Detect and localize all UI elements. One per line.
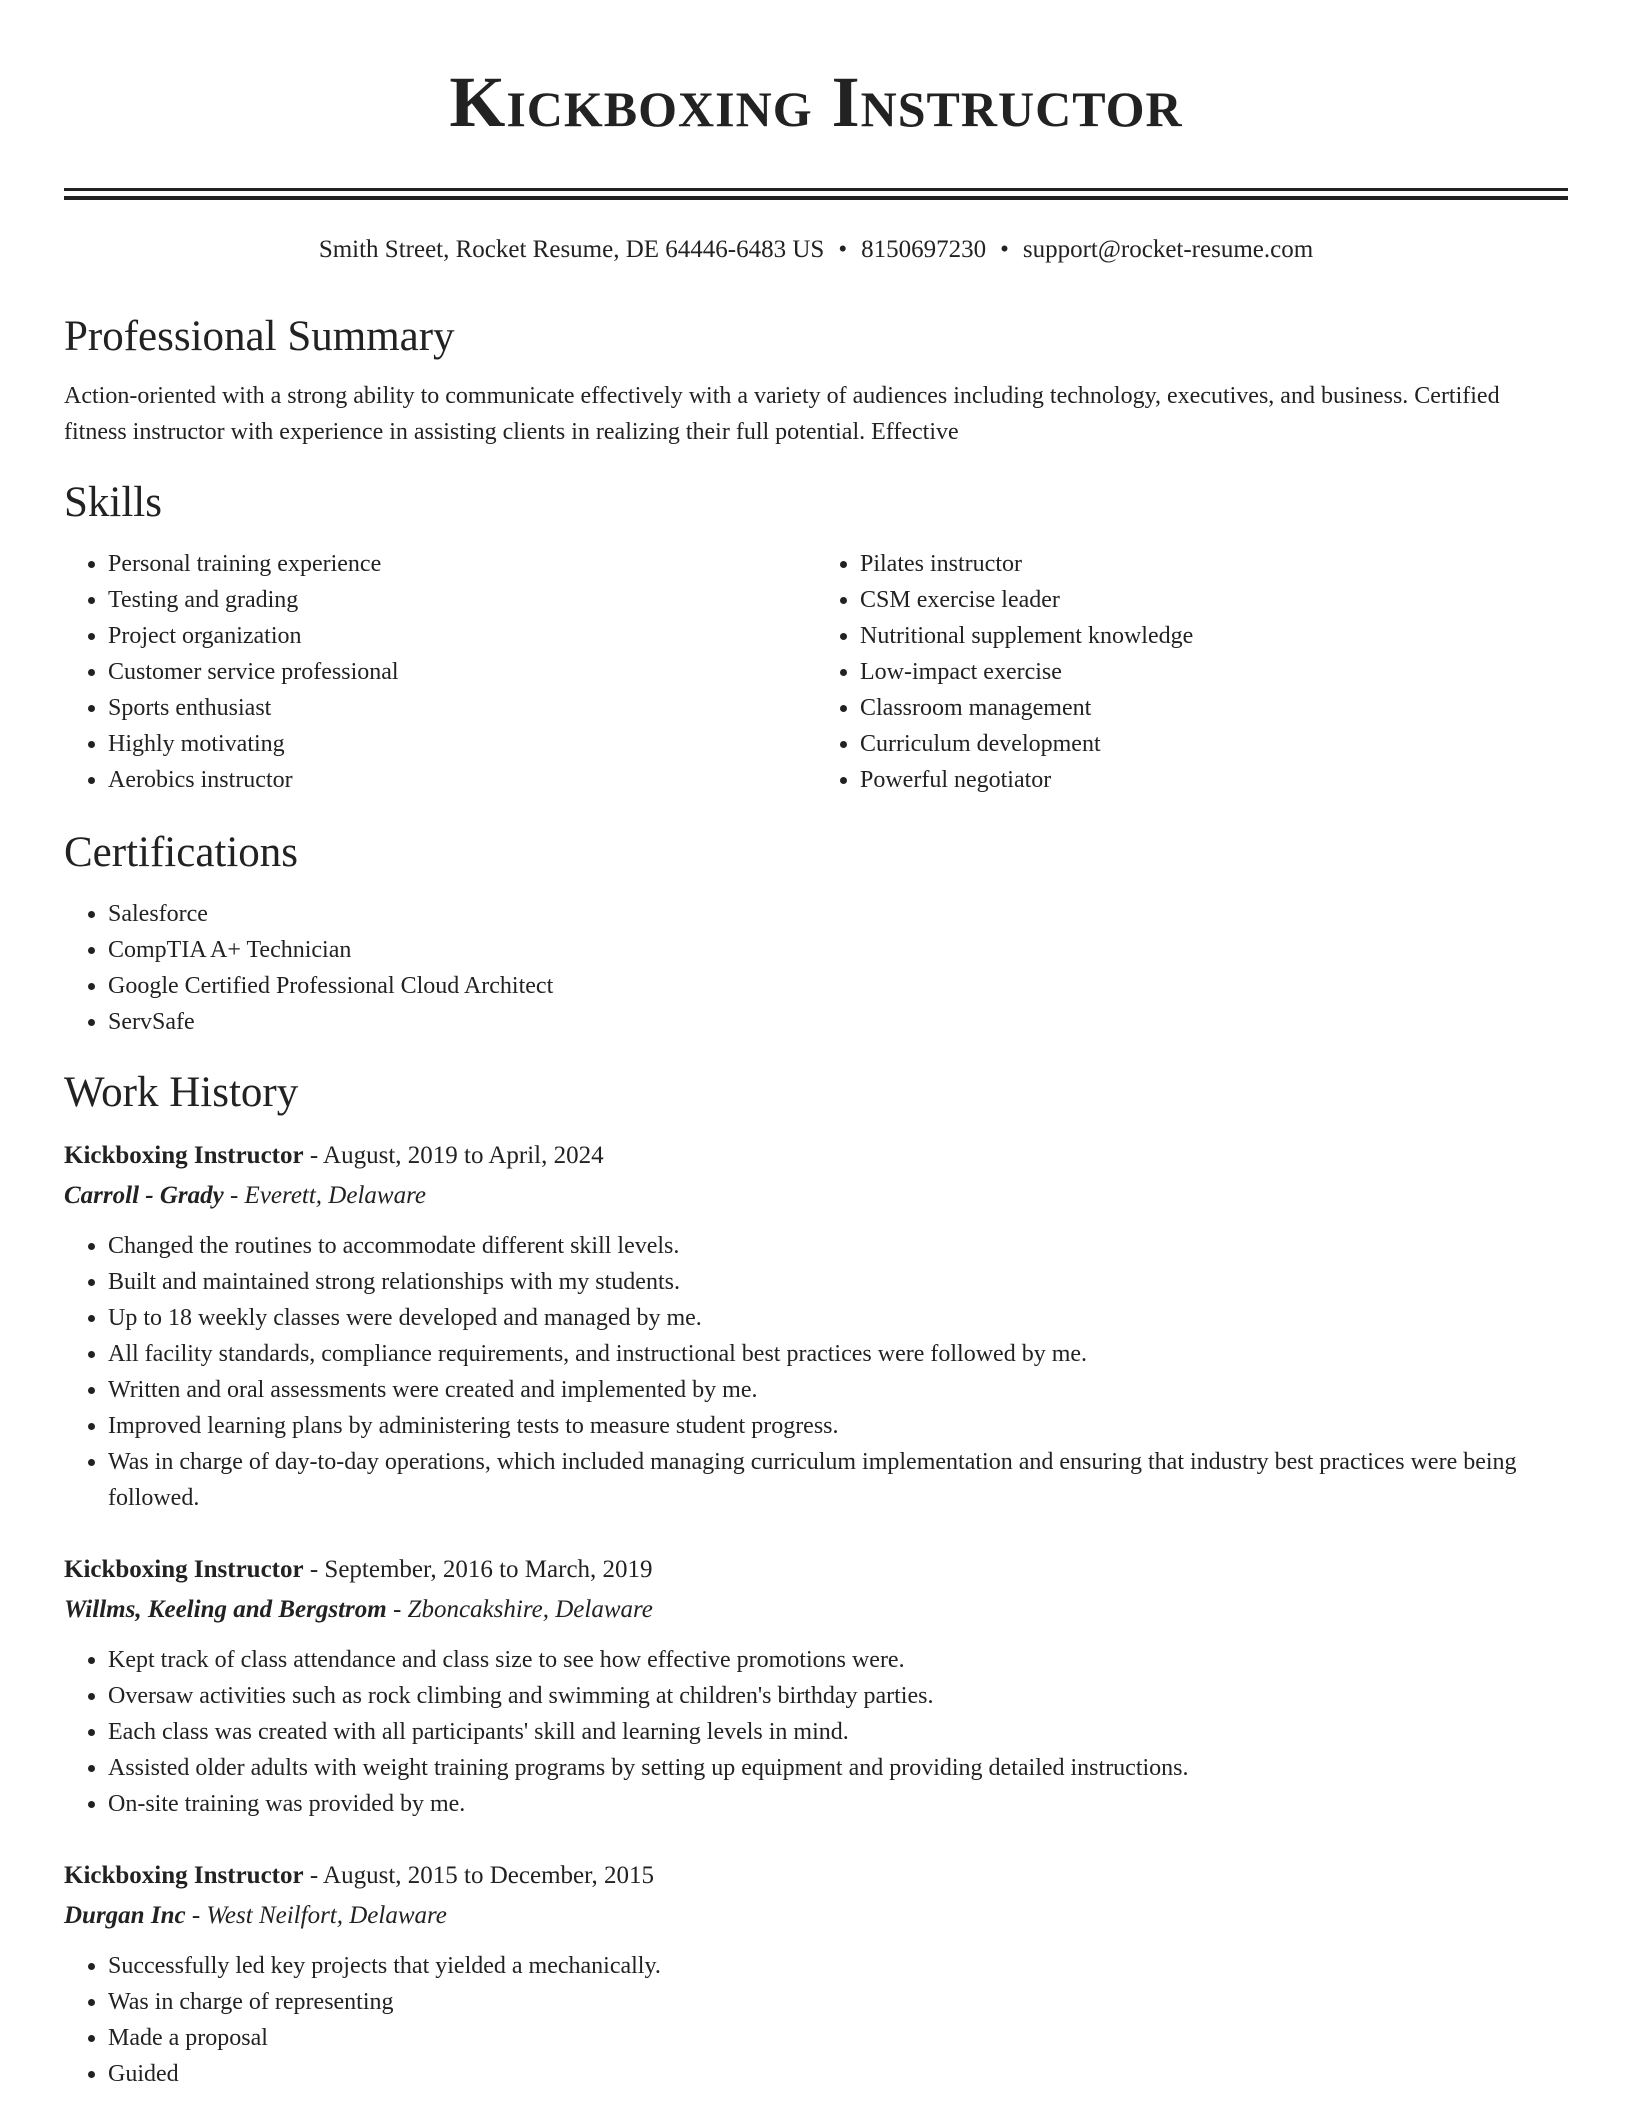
job-bullets	[64, 1228, 1568, 1516]
skill-item: • Sports enthusiast	[108, 690, 816, 726]
skill-item: • Curriculum development	[860, 726, 1568, 762]
skill-item: • Low-impact exercise	[860, 654, 1568, 690]
job-dates: - September, 2016 to March, 2019	[303, 1556, 653, 1583]
skill-item: • Pilates instructor	[860, 546, 1568, 582]
job-bullet: • Written and oral assessments were created and implemented by me.	[108, 1372, 1568, 1408]
job-company: Carroll - Grady	[64, 1182, 224, 1209]
job-employer	[64, 1896, 1568, 1936]
job-bullet: • Kept track of class attendance and class size to see how effective promotions were.	[108, 1642, 1568, 1678]
job-bullet: • Made a proposal	[108, 2020, 1568, 2056]
job-dates: - August, 2019 to April, 2024	[303, 1142, 604, 1169]
job-bullets	[64, 1948, 1568, 2092]
job-employer	[64, 1590, 1568, 1630]
skill-item: • Testing and grading	[108, 582, 816, 618]
skill-item: • Highly motivating	[108, 726, 816, 762]
skill-item: • Personal training experience	[108, 546, 816, 582]
job-bullet: • Built and maintained strong relationships with my students.	[108, 1264, 1568, 1300]
job-location: - Everett, Delaware	[223, 1182, 426, 1209]
certifications-heading: Certifications	[64, 829, 299, 876]
skill-item: • Project organization	[108, 618, 816, 654]
work-history-heading: Work History	[64, 1069, 299, 1116]
job-header	[64, 1136, 1568, 1176]
job-bullet: • Was in charge of representing	[108, 1984, 1568, 2020]
certification-item: • CompTIA A+ Technician	[108, 932, 1568, 968]
job-bullets	[64, 1642, 1568, 1822]
job-bullet: • Up to 18 weekly classes were developed and managed by me.	[108, 1300, 1568, 1336]
job-bullet: • Assisted older adults with weight training programs by setting up equipment and providing detailed instructions.	[108, 1750, 1568, 1786]
job-bullet: • Successfully led key projects that yielded a mechanically.	[108, 1948, 1568, 1984]
job-bullet: • Guided	[108, 2056, 1568, 2092]
job-bullet: • On-site training was provided by me.	[108, 1786, 1568, 1822]
skill-item: • Classroom management	[860, 690, 1568, 726]
job-bullet: • Improved learning plans by administering tests to measure student progress.	[108, 1408, 1568, 1444]
summary-text: Action-oriented with a strong ability to communicate effectively with a variety of audiences including technology, executives, and business. Certified fitness instructor with experience in assisting clients in realizing their full potential. Effective	[64, 383, 1500, 445]
contact-address: Smith Street, Rocket Resume, DE 64446-6483 US	[318, 236, 825, 263]
job-entry	[64, 1550, 1568, 1822]
certifications-list	[64, 896, 1568, 1040]
job-role: Kickboxing Instructor	[64, 1142, 304, 1169]
job-entry	[64, 1856, 1568, 2092]
skills-columns	[64, 546, 1568, 798]
job-bullet: • All facility standards, compliance requirements, and instructional best practices were followed by me.	[108, 1336, 1568, 1372]
job-role: Kickboxing Instructor	[64, 1556, 304, 1583]
skills-heading: Skills	[64, 479, 162, 526]
job-employer	[64, 1176, 1568, 1216]
skill-item: • CSM exercise leader	[860, 582, 1568, 618]
job-location: - Zboncakshire, Delaware	[386, 1596, 653, 1623]
contact-separator: •	[838, 236, 848, 263]
job-company: Durgan Inc	[64, 1902, 186, 1929]
skill-item: • Aerobics instructor	[108, 762, 816, 798]
skills-list-right	[816, 546, 1568, 798]
skills-list-left	[64, 546, 816, 798]
job-location: - West Neilfort, Delaware	[185, 1902, 447, 1929]
summary-heading: Professional Summary	[64, 313, 455, 360]
contact-phone: 8150697230	[861, 236, 987, 263]
contact-email: support@rocket-resume.com	[1022, 236, 1314, 263]
certification-item: • Google Certified Professional Cloud Architect	[108, 968, 1568, 1004]
certification-item: • Salesforce	[108, 896, 1568, 932]
job-role: Kickboxing Instructor	[64, 1862, 304, 1889]
job-dates: - August, 2015 to December, 2015	[303, 1862, 654, 1889]
job-bullet: • Changed the routines to accommodate different skill levels.	[108, 1228, 1568, 1264]
skill-item: • Customer service professional	[108, 654, 816, 690]
job-header	[64, 1856, 1568, 1896]
job-bullet: • Was in charge of day-to-day operations, which included managing curriculum implementation and ensuring that industry best practices were being followed.	[108, 1444, 1568, 1516]
resume-title: Kickboxing Instructor	[449, 62, 1183, 142]
contact-separator: •	[1000, 236, 1009, 263]
title-divider	[64, 188, 1568, 200]
job-bullet: • Oversaw activities such as rock climbing and swimming at children's birthday parties.	[108, 1678, 1568, 1714]
job-entry	[64, 1136, 1568, 1516]
job-company: Willms, Keeling and Bergstrom	[64, 1596, 387, 1623]
skill-item: • Powerful negotiator	[860, 762, 1568, 798]
job-header	[64, 1550, 1568, 1590]
job-bullet: • Each class was created with all participants' skill and learning levels in mind.	[108, 1714, 1568, 1750]
skill-item: • Nutritional supplement knowledge	[860, 618, 1568, 654]
contact-line	[64, 234, 1568, 266]
certification-item: • ServSafe	[108, 1004, 1568, 1040]
